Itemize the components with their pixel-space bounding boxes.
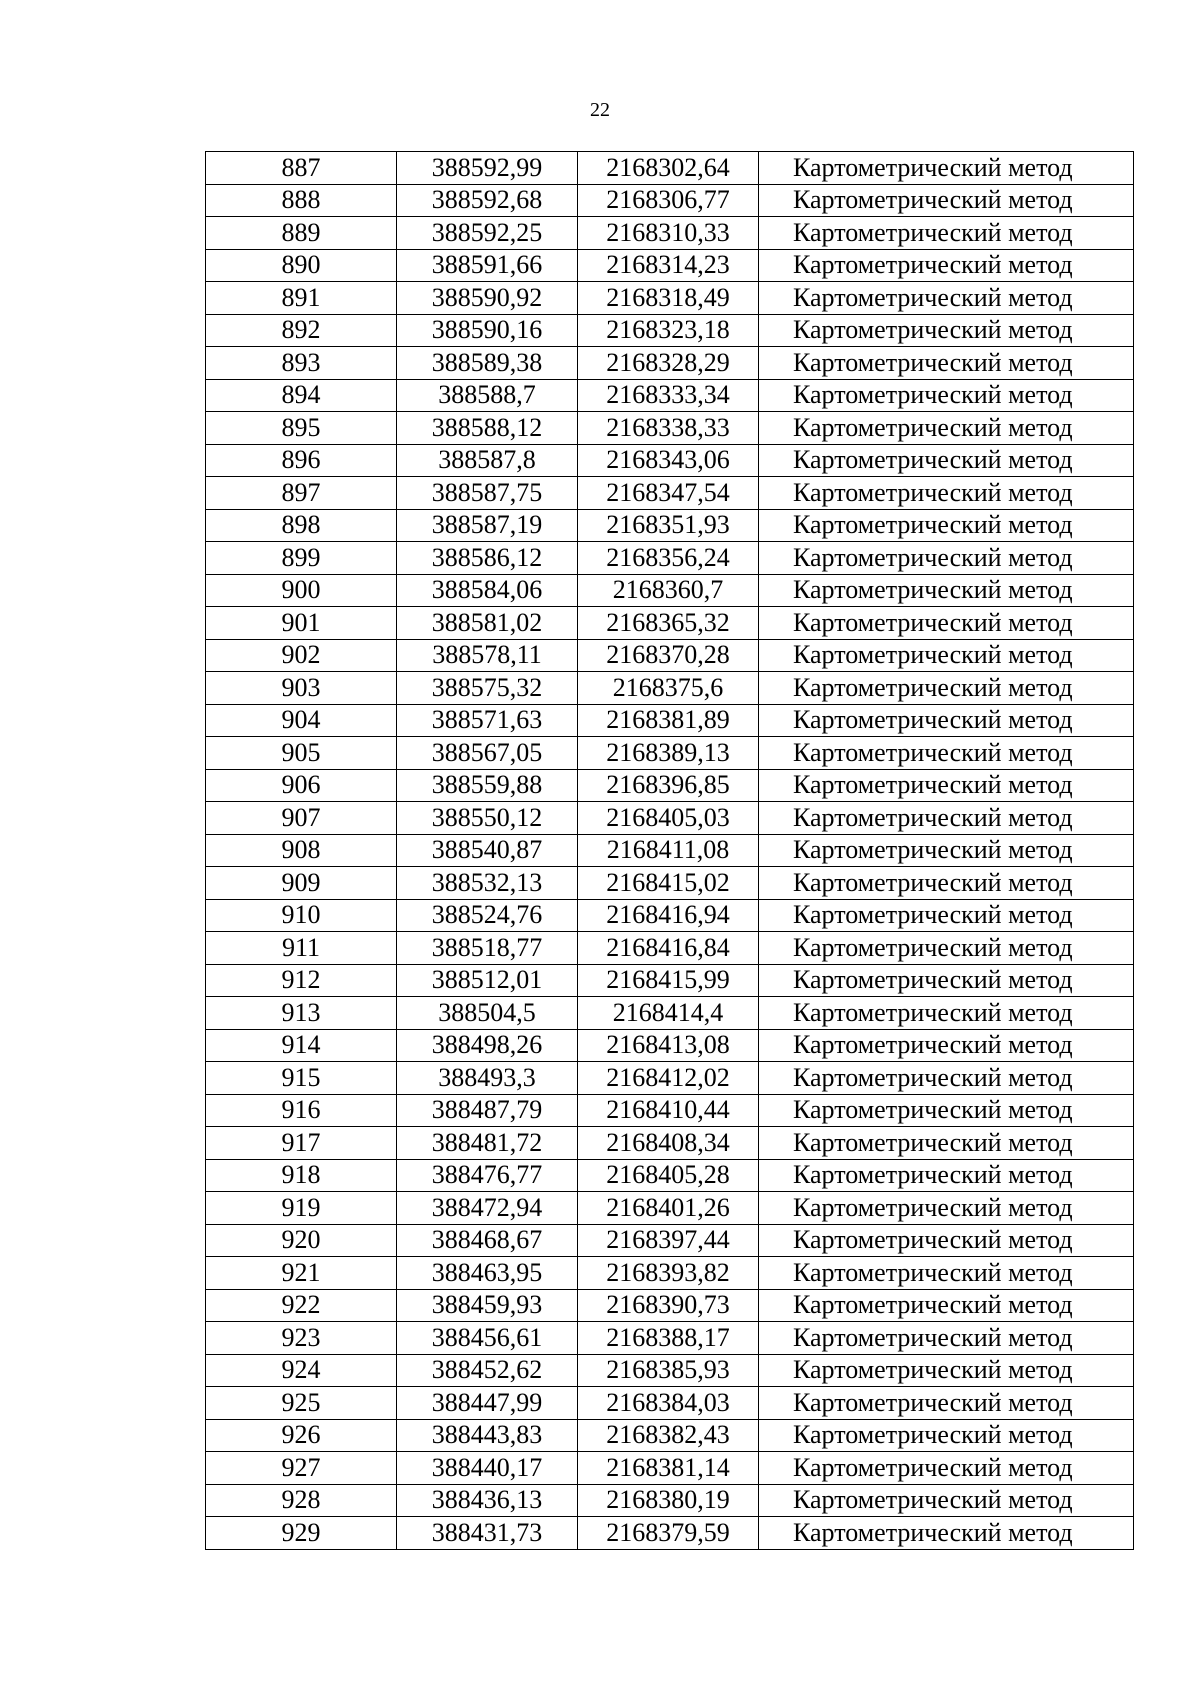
x-coordinate-cell: 388487,79 <box>397 1094 578 1127</box>
y-coordinate-cell: 2168414,4 <box>578 997 759 1030</box>
table-row <box>206 672 1134 705</box>
table-row <box>206 1452 1134 1485</box>
x-coordinate-cell: 388463,95 <box>397 1257 578 1290</box>
method-cell: Картометрический метод <box>759 1484 1134 1517</box>
y-coordinate-cell: 2168405,03 <box>578 802 759 835</box>
point-number-cell: 928 <box>206 1484 397 1517</box>
method-cell: Картометрический метод <box>759 1062 1134 1095</box>
point-number-cell: 911 <box>206 932 397 965</box>
table-row <box>206 249 1134 282</box>
y-coordinate-cell: 2168416,84 <box>578 932 759 965</box>
y-coordinate-cell: 2168396,85 <box>578 769 759 802</box>
x-coordinate-cell: 388518,77 <box>397 932 578 965</box>
table-row <box>206 412 1134 445</box>
method-cell: Картометрический метод <box>759 1224 1134 1257</box>
method-cell: Картометрический метод <box>759 542 1134 575</box>
point-number-cell: 889 <box>206 217 397 250</box>
point-number-cell: 916 <box>206 1094 397 1127</box>
y-coordinate-cell: 2168310,33 <box>578 217 759 250</box>
method-cell: Картометрический метод <box>759 769 1134 802</box>
point-number-cell: 909 <box>206 867 397 900</box>
table-row <box>206 1029 1134 1062</box>
table-row <box>206 737 1134 770</box>
method-cell: Картометрический метод <box>759 1029 1134 1062</box>
x-coordinate-cell: 388550,12 <box>397 802 578 835</box>
x-coordinate-cell: 388571,63 <box>397 704 578 737</box>
y-coordinate-cell: 2168381,89 <box>578 704 759 737</box>
x-coordinate-cell: 388592,99 <box>397 152 578 185</box>
point-number-cell: 914 <box>206 1029 397 1062</box>
x-coordinate-cell: 388456,61 <box>397 1322 578 1355</box>
y-coordinate-cell: 2168382,43 <box>578 1419 759 1452</box>
x-coordinate-cell: 388559,88 <box>397 769 578 802</box>
point-number-cell: 912 <box>206 964 397 997</box>
x-coordinate-cell: 388504,5 <box>397 997 578 1030</box>
x-coordinate-cell: 388589,38 <box>397 347 578 380</box>
x-coordinate-cell: 388578,11 <box>397 639 578 672</box>
x-coordinate-cell: 388590,16 <box>397 314 578 347</box>
method-cell: Картометрический метод <box>759 1257 1134 1290</box>
y-coordinate-cell: 2168375,6 <box>578 672 759 705</box>
y-coordinate-cell: 2168306,77 <box>578 184 759 217</box>
y-coordinate-cell: 2168397,44 <box>578 1224 759 1257</box>
point-number-cell: 901 <box>206 607 397 640</box>
y-coordinate-cell: 2168328,29 <box>578 347 759 380</box>
table-row <box>206 1159 1134 1192</box>
x-coordinate-cell: 388592,25 <box>397 217 578 250</box>
point-number-cell: 919 <box>206 1192 397 1225</box>
table-row <box>206 867 1134 900</box>
x-coordinate-cell: 388468,67 <box>397 1224 578 1257</box>
y-coordinate-cell: 2168381,14 <box>578 1452 759 1485</box>
method-cell: Картометрический метод <box>759 899 1134 932</box>
point-number-cell: 922 <box>206 1289 397 1322</box>
method-cell: Картометрический метод <box>759 412 1134 445</box>
x-coordinate-cell: 388524,76 <box>397 899 578 932</box>
y-coordinate-cell: 2168408,34 <box>578 1127 759 1160</box>
method-cell: Картометрический метод <box>759 1354 1134 1387</box>
x-coordinate-cell: 388498,26 <box>397 1029 578 1062</box>
y-coordinate-cell: 2168360,7 <box>578 574 759 607</box>
y-coordinate-cell: 2168411,08 <box>578 834 759 867</box>
method-cell: Картометрический метод <box>759 964 1134 997</box>
method-cell: Картометрический метод <box>759 509 1134 542</box>
y-coordinate-cell: 2168416,94 <box>578 899 759 932</box>
y-coordinate-cell: 2168412,02 <box>578 1062 759 1095</box>
y-coordinate-cell: 2168390,73 <box>578 1289 759 1322</box>
x-coordinate-cell: 388588,12 <box>397 412 578 445</box>
method-cell: Картометрический метод <box>759 477 1134 510</box>
y-coordinate-cell: 2168410,44 <box>578 1094 759 1127</box>
table-row <box>206 1517 1134 1550</box>
method-cell: Картометрический метод <box>759 1517 1134 1550</box>
point-number-cell: 907 <box>206 802 397 835</box>
table-row <box>206 704 1134 737</box>
method-cell: Картометрический метод <box>759 1322 1134 1355</box>
y-coordinate-cell: 2168380,19 <box>578 1484 759 1517</box>
table-row <box>206 347 1134 380</box>
point-number-cell: 927 <box>206 1452 397 1485</box>
table-row <box>206 834 1134 867</box>
point-number-cell: 897 <box>206 477 397 510</box>
table-row <box>206 1257 1134 1290</box>
method-cell: Картометрический метод <box>759 1094 1134 1127</box>
table-row <box>206 444 1134 477</box>
x-coordinate-cell: 388586,12 <box>397 542 578 575</box>
x-coordinate-cell: 388581,02 <box>397 607 578 640</box>
table-row <box>206 542 1134 575</box>
y-coordinate-cell: 2168333,34 <box>578 379 759 412</box>
table-row <box>206 1484 1134 1517</box>
table-row <box>206 899 1134 932</box>
coordinates-table <box>205 151 1134 1550</box>
point-number-cell: 925 <box>206 1387 397 1420</box>
method-cell: Картометрический метод <box>759 1387 1134 1420</box>
x-coordinate-cell: 388592,68 <box>397 184 578 217</box>
y-coordinate-cell: 2168370,28 <box>578 639 759 672</box>
method-cell: Картометрический метод <box>759 1289 1134 1322</box>
method-cell: Картометрический метод <box>759 1159 1134 1192</box>
method-cell: Картометрический метод <box>759 184 1134 217</box>
method-cell: Картометрический метод <box>759 932 1134 965</box>
x-coordinate-cell: 388512,01 <box>397 964 578 997</box>
x-coordinate-cell: 388587,8 <box>397 444 578 477</box>
y-coordinate-cell: 2168405,28 <box>578 1159 759 1192</box>
table-row <box>206 997 1134 1030</box>
point-number-cell: 918 <box>206 1159 397 1192</box>
x-coordinate-cell: 388447,99 <box>397 1387 578 1420</box>
point-number-cell: 921 <box>206 1257 397 1290</box>
table-row <box>206 607 1134 640</box>
method-cell: Картометрический метод <box>759 574 1134 607</box>
x-coordinate-cell: 388431,73 <box>397 1517 578 1550</box>
x-coordinate-cell: 388436,13 <box>397 1484 578 1517</box>
x-coordinate-cell: 388584,06 <box>397 574 578 607</box>
point-number-cell: 893 <box>206 347 397 380</box>
x-coordinate-cell: 388476,77 <box>397 1159 578 1192</box>
point-number-cell: 920 <box>206 1224 397 1257</box>
table-row <box>206 769 1134 802</box>
y-coordinate-cell: 2168389,13 <box>578 737 759 770</box>
table-row <box>206 152 1134 185</box>
point-number-cell: 924 <box>206 1354 397 1387</box>
table-row <box>206 1419 1134 1452</box>
y-coordinate-cell: 2168413,08 <box>578 1029 759 1062</box>
x-coordinate-cell: 388587,75 <box>397 477 578 510</box>
method-cell: Картометрический метод <box>759 249 1134 282</box>
point-number-cell: 904 <box>206 704 397 737</box>
table-row <box>206 282 1134 315</box>
table-row <box>206 802 1134 835</box>
point-number-cell: 902 <box>206 639 397 672</box>
method-cell: Картометрический метод <box>759 1452 1134 1485</box>
method-cell: Картометрический метод <box>759 282 1134 315</box>
x-coordinate-cell: 388493,3 <box>397 1062 578 1095</box>
point-number-cell: 890 <box>206 249 397 282</box>
method-cell: Картометрический метод <box>759 867 1134 900</box>
method-cell: Картометрический метод <box>759 444 1134 477</box>
table-row <box>206 639 1134 672</box>
point-number-cell: 905 <box>206 737 397 770</box>
y-coordinate-cell: 2168347,54 <box>578 477 759 510</box>
y-coordinate-cell: 2168343,06 <box>578 444 759 477</box>
point-number-cell: 908 <box>206 834 397 867</box>
x-coordinate-cell: 388540,87 <box>397 834 578 867</box>
table-row <box>206 1062 1134 1095</box>
method-cell: Картометрический метод <box>759 607 1134 640</box>
point-number-cell: 899 <box>206 542 397 575</box>
x-coordinate-cell: 388590,92 <box>397 282 578 315</box>
table-row <box>206 1094 1134 1127</box>
x-coordinate-cell: 388440,17 <box>397 1452 578 1485</box>
point-number-cell: 923 <box>206 1322 397 1355</box>
method-cell: Картометрический метод <box>759 737 1134 770</box>
point-number-cell: 895 <box>206 412 397 445</box>
point-number-cell: 888 <box>206 184 397 217</box>
method-cell: Картометрический метод <box>759 314 1134 347</box>
y-coordinate-cell: 2168415,02 <box>578 867 759 900</box>
point-number-cell: 926 <box>206 1419 397 1452</box>
y-coordinate-cell: 2168393,82 <box>578 1257 759 1290</box>
y-coordinate-cell: 2168318,49 <box>578 282 759 315</box>
point-number-cell: 896 <box>206 444 397 477</box>
table-row <box>206 574 1134 607</box>
y-coordinate-cell: 2168323,18 <box>578 314 759 347</box>
x-coordinate-cell: 388459,93 <box>397 1289 578 1322</box>
table-row <box>206 1289 1134 1322</box>
table-row <box>206 379 1134 412</box>
method-cell: Картометрический метод <box>759 217 1134 250</box>
table-row <box>206 932 1134 965</box>
method-cell: Картометрический метод <box>759 1419 1134 1452</box>
x-coordinate-cell: 388587,19 <box>397 509 578 542</box>
table-row <box>206 314 1134 347</box>
x-coordinate-cell: 388443,83 <box>397 1419 578 1452</box>
y-coordinate-cell: 2168388,17 <box>578 1322 759 1355</box>
table-row <box>206 477 1134 510</box>
point-number-cell: 894 <box>206 379 397 412</box>
x-coordinate-cell: 388591,66 <box>397 249 578 282</box>
x-coordinate-cell: 388567,05 <box>397 737 578 770</box>
method-cell: Картометрический метод <box>759 152 1134 185</box>
table-row <box>206 1224 1134 1257</box>
method-cell: Картометрический метод <box>759 1127 1134 1160</box>
y-coordinate-cell: 2168384,03 <box>578 1387 759 1420</box>
point-number-cell: 887 <box>206 152 397 185</box>
x-coordinate-cell: 388452,62 <box>397 1354 578 1387</box>
x-coordinate-cell: 388532,13 <box>397 867 578 900</box>
table-row <box>206 1192 1134 1225</box>
y-coordinate-cell: 2168314,23 <box>578 249 759 282</box>
method-cell: Картометрический метод <box>759 997 1134 1030</box>
page-number: 22 <box>590 99 610 121</box>
y-coordinate-cell: 2168351,93 <box>578 509 759 542</box>
x-coordinate-cell: 388481,72 <box>397 1127 578 1160</box>
y-coordinate-cell: 2168365,32 <box>578 607 759 640</box>
point-number-cell: 891 <box>206 282 397 315</box>
table-row <box>206 1354 1134 1387</box>
table-row <box>206 217 1134 250</box>
point-number-cell: 917 <box>206 1127 397 1160</box>
y-coordinate-cell: 2168401,26 <box>578 1192 759 1225</box>
table-row <box>206 184 1134 217</box>
method-cell: Картометрический метод <box>759 639 1134 672</box>
method-cell: Картометрический метод <box>759 834 1134 867</box>
point-number-cell: 913 <box>206 997 397 1030</box>
point-number-cell: 903 <box>206 672 397 705</box>
table-row <box>206 1322 1134 1355</box>
table-row <box>206 964 1134 997</box>
point-number-cell: 900 <box>206 574 397 607</box>
point-number-cell: 892 <box>206 314 397 347</box>
coordinates-table-body <box>206 152 1134 1550</box>
point-number-cell: 906 <box>206 769 397 802</box>
y-coordinate-cell: 2168379,59 <box>578 1517 759 1550</box>
point-number-cell: 910 <box>206 899 397 932</box>
method-cell: Картометрический метод <box>759 672 1134 705</box>
method-cell: Картометрический метод <box>759 1192 1134 1225</box>
point-number-cell: 898 <box>206 509 397 542</box>
table-row <box>206 509 1134 542</box>
method-cell: Картометрический метод <box>759 704 1134 737</box>
point-number-cell: 915 <box>206 1062 397 1095</box>
table-row <box>206 1127 1134 1160</box>
x-coordinate-cell: 388575,32 <box>397 672 578 705</box>
y-coordinate-cell: 2168415,99 <box>578 964 759 997</box>
x-coordinate-cell: 388472,94 <box>397 1192 578 1225</box>
method-cell: Картометрический метод <box>759 379 1134 412</box>
method-cell: Картометрический метод <box>759 347 1134 380</box>
y-coordinate-cell: 2168338,33 <box>578 412 759 445</box>
table-row <box>206 1387 1134 1420</box>
y-coordinate-cell: 2168356,24 <box>578 542 759 575</box>
y-coordinate-cell: 2168385,93 <box>578 1354 759 1387</box>
x-coordinate-cell: 388588,7 <box>397 379 578 412</box>
method-cell: Картометрический метод <box>759 802 1134 835</box>
y-coordinate-cell: 2168302,64 <box>578 152 759 185</box>
point-number-cell: 929 <box>206 1517 397 1550</box>
